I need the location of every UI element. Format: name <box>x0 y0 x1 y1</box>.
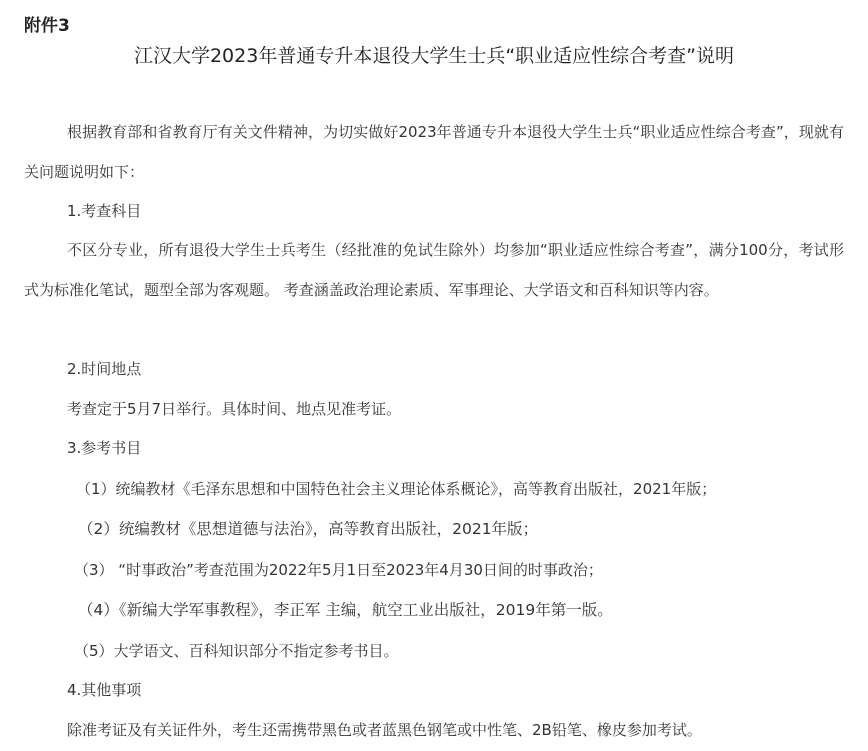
intro-paragraph: 根据教育部和省教育厅有关文件精神，为切实做好2023年普通专升本退役大学生士兵“职业适应性综合考查”，现就有关问题说明如下： <box>24 123 844 181</box>
reference-item: （4）《新编大学军事教程》，李正军 主编，航空工业出版社，2019年第一版。 <box>78 601 613 619</box>
attachment-label: 附件3 <box>24 16 70 36</box>
document-title: 江汉大学2023年普通专升本退役大学生士兵“职业适应性综合考查”说明 <box>133 45 735 67</box>
section-heading-subjects: 1.考查科目 <box>67 202 142 220</box>
section-heading-other: 4.其他事项 <box>67 681 142 699</box>
section-heading-time-place: 2.时间地点 <box>67 360 142 378</box>
section-body-subjects: 不区分专业，所有退役大学生士兵考生（经批准的免试生除外）均参加“职业适应性综合考查”，满分100分，考试形式为标准化笔试，题型全部为客观题。 考查涵盖政治理论素质、军事理论、大学语文和百科知识等内容。 <box>24 241 844 299</box>
reference-item: （3） “时事政治”考查范围为2022年5月1日至2023年4月30日间的时事政治； <box>74 561 603 579</box>
reference-item: （5）大学语文、百科知识部分不指定参考书目。 <box>74 642 399 660</box>
section-body-time-place: 考查定于5月7日举行。具体时间、地点见准考证。 <box>67 400 402 418</box>
reference-item: （2）统编教材《思想道德与法治》，高等教育出版社，2021年版； <box>78 520 539 538</box>
section-body-other: 除准考证及有关证件外，考生还需携带黑色或者蓝黑色钢笔或中性笔、2B铅笔、橡皮参加考试。 <box>67 721 702 739</box>
reference-item: （1）统编教材《毛泽东思想和中国特色社会主义理论体系概论》，高等教育出版社，2021年版； <box>76 480 717 498</box>
section-heading-references: 3.参考书目 <box>67 439 142 457</box>
